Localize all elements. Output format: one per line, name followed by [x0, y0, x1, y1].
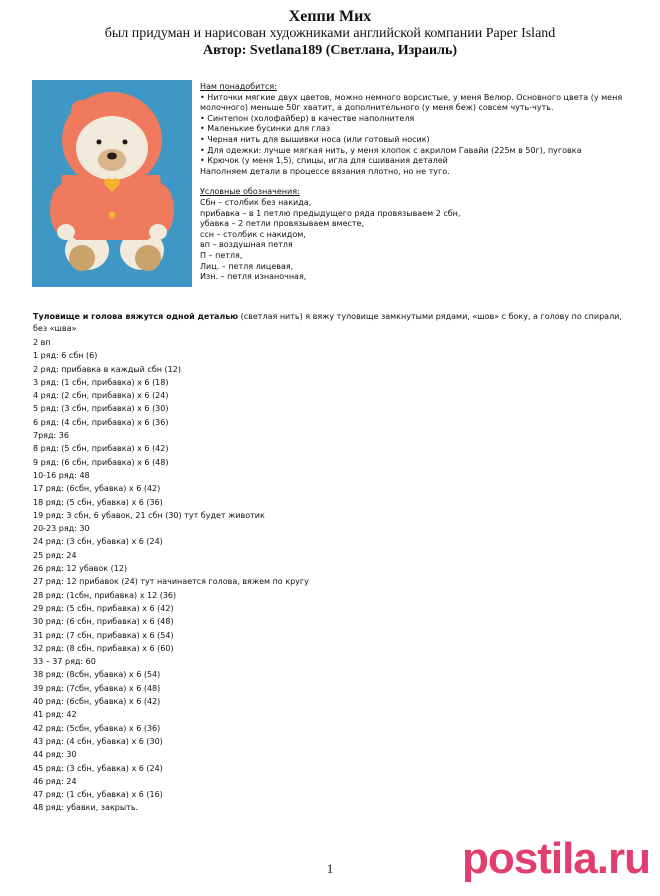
pattern-row: 7ряд: 36: [33, 431, 69, 441]
pattern-row: 38 ряд: (8сбн, убавка) х 6 (54): [33, 670, 161, 680]
pattern-row: 29 ряд: (5 сбн, прибавка) х 6 (42): [33, 603, 174, 613]
document-subtitle: был придуман и нарисован художниками английской компании Paper Island: [104, 26, 556, 41]
page-number: 1: [326, 861, 334, 876]
document-author: Автор: Svetlana189 (Светлана, Израиль): [202, 43, 458, 58]
legend-line: Сбн – столбик без накида,: [200, 197, 312, 207]
pattern-row: 47 ряд: (1 сбн, убавка) х 6 (16): [33, 790, 163, 800]
pattern-row: 24 ряд: (3 сбн, убавка) х 6 (24): [33, 537, 163, 547]
legend-title: Условные обозначения:: [200, 187, 300, 197]
legend-line: убавка – 2 петли провязываем вместе,: [200, 219, 365, 229]
materials-line: молочного) меньше 50г хватит, а дополнительного (у меня беж) совсем чуть-чуть.: [200, 103, 554, 113]
pattern-row: 9 ряд: (6 сбн, прибавка) х 6 (48): [33, 457, 169, 467]
bear-photo: [32, 80, 192, 287]
materials-line: • Маленькие бусинки для глаз: [200, 124, 331, 134]
pattern-intro-bold: Туловище и голова вяжутся одной деталью: [33, 312, 239, 321]
pattern-row: 18 ряд: (5 сбн, убавка) х 6 (36): [33, 497, 163, 507]
materials-line: • Ниточки мягкие двух цветов, можно немного ворсистые, у меня Велюр. Основного цвета (у меня: [200, 92, 623, 102]
pattern-row: 8 ряд: (5 сбн, прибавка) х 6 (42): [33, 444, 169, 454]
legend-line: Лиц. – петля лицевая,: [200, 261, 294, 271]
pattern-row: 40 ряд: (6сбн, убавка) х 6 (42): [33, 697, 161, 707]
pattern-row: 2 ряд: прибавка в каждый сбн (12): [33, 364, 181, 374]
pattern-intro-text: (светлая нить) я вяжу туловище замкнутыми рядами, «шов» с боку, а голову по спирали, без «шва»: [33, 312, 622, 333]
pattern-row: 44 ряд: 30: [33, 750, 77, 760]
watermark-logo: postila.ru: [461, 834, 650, 883]
knitted-bear-in-hoodie-illustration: [32, 80, 192, 287]
pattern-section: [33, 311, 633, 815]
pattern-row: 31 ряд: (7 сбн, прибавка) х 6 (54): [33, 630, 174, 640]
document-header: [0, 8, 660, 59]
materials-section: [200, 82, 640, 283]
pattern-row: 33 – 37 ряд: 60: [33, 657, 96, 667]
legend-line: Изн. – петля изнаночная,: [200, 272, 307, 282]
pattern-row: 20-23 ряд: 30: [33, 524, 90, 534]
materials-line: • Синтепон (холофайбер) в качестве наполнителя: [200, 113, 415, 123]
pattern-intro: [33, 311, 633, 334]
pattern-row: 25 ряд: 24: [33, 550, 77, 560]
materials-title: Нам понадобится:: [200, 82, 277, 91]
pattern-row: 43 ряд: (4 сбн, убавка) х 6 (30): [33, 736, 163, 746]
pattern-row: 48 ряд: убавки, закрыть.: [33, 803, 139, 813]
materials-line: • Черная нить для вышивки носа (или готовый носик): [200, 134, 430, 144]
pattern-row: 28 ряд: (1сбн, прибавка) х 12 (36): [33, 590, 177, 600]
pattern-row: 26 ряд: 12 убавок (12): [33, 564, 128, 574]
pattern-row: 10-16 ряд: 48: [33, 470, 90, 480]
pattern-row: 5 ряд: (3 сбн, прибавка) х 6 (30): [33, 404, 169, 414]
pattern-row: 1 ряд: 6 сбн (6): [33, 351, 98, 361]
pattern-row: 46 ряд: 24: [33, 776, 77, 786]
pattern-row: 2 вп: [33, 338, 51, 347]
legend-line: П – петля,: [200, 250, 243, 260]
pattern-row: 30 ряд: (6 сбн, прибавка) х 6 (48): [33, 617, 174, 627]
materials-line: • Крючок (у меня 1,5), спицы, игла для сшивания деталей: [200, 156, 448, 166]
pattern-row: 45 ряд: (3 сбн, убавка) х 6 (24): [33, 763, 163, 773]
legend-line: ссн – столбик с накидом,: [200, 229, 306, 239]
pattern-row: 3 ряд: (1 сбн, прибавка) х 6 (18): [33, 377, 169, 387]
pattern-row: 42 ряд: (5сбн, убавка) х 6 (36): [33, 723, 161, 733]
pattern-row: 4 ряд: (2 сбн, прибавка) х 6 (24): [33, 391, 169, 401]
pattern-row: 27 ряд: 12 прибавок (24) тут начинается голова, вяжем по кругу: [33, 577, 309, 587]
materials-line: • Для одежки: лучше мягкая нить, у меня хлопок с акрилом Гавайи (225м в 50г), пуговка: [200, 145, 582, 155]
pattern-row: 32 ряд: (8 сбн, прибавка) х 6 (60): [33, 643, 174, 653]
pattern-rows: [33, 336, 633, 815]
pattern-row: 41 ряд: 42: [33, 710, 77, 720]
pattern-row: 39 ряд: (7сбн, убавка) х 6 (48): [33, 683, 161, 693]
pattern-row: 17 ряд: (6сбн, убавка) х 6 (42): [33, 484, 161, 494]
materials-line: Наполняем детали в процессе вязания плотно, но не туго.: [200, 166, 450, 176]
pattern-row: 6 ряд: (4 сбн, прибавка) х 6 (36): [33, 417, 169, 427]
legend-line: прибавка – в 1 петлю предыдущего ряда провязываем 2 сбн,: [200, 208, 461, 218]
document-title: Хеппи Мих: [288, 8, 372, 25]
legend-line: вп – воздушная петля: [200, 240, 293, 250]
pattern-row: 19 ряд: 3 сбн, 6 убавок, 21 сбн (30) тут будет животик: [33, 510, 265, 520]
section-gap: [200, 177, 640, 187]
